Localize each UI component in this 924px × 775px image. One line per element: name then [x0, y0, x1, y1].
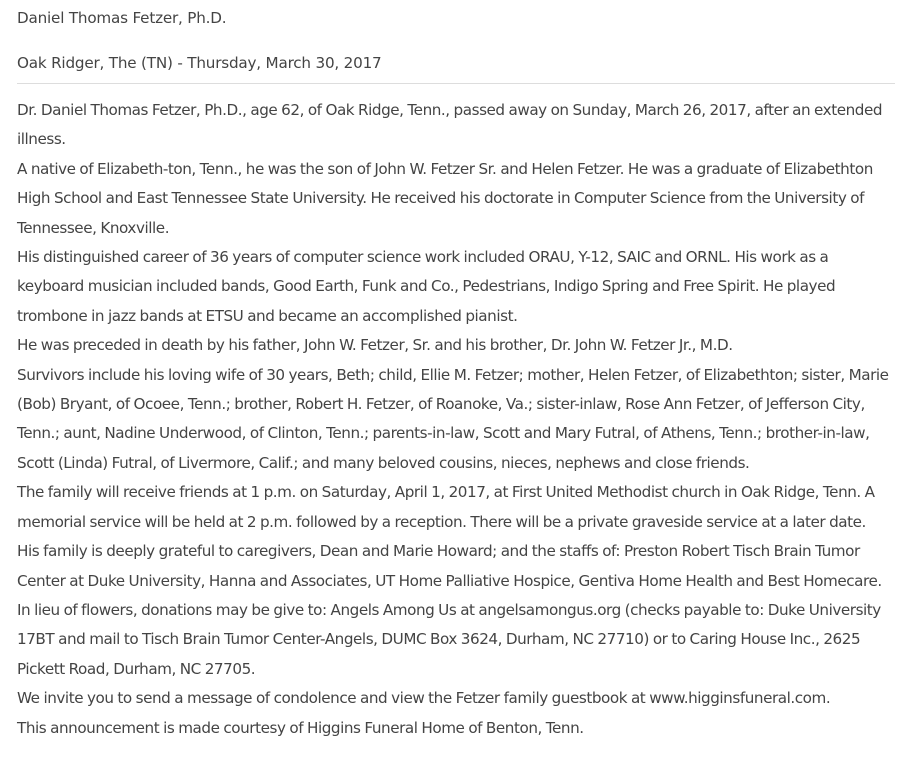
obituary-paragraph: This announcement is made courtesy of Higgins Funeral Home of Benton, Tenn.	[17, 718, 584, 737]
divider	[17, 83, 895, 84]
obituary-paragraph: He was preceded in death by his father, John W. Fetzer, Sr. and his brother, Dr. John W. Fetzer Jr., M.D.	[17, 336, 733, 355]
obituary-paragraph: A native of Elizabeth-ton, Tenn., he was the son of John W. Fetzer Sr. and Helen Fetzer. He was a graduate of Elizabethton High School and East Tennessee State University. He received his doctorate in Computer Science from the University of Tennessee, Knoxville.	[17, 159, 873, 237]
obituary-paragraph: His distinguished career of 36 years of computer science work included ORAU, Y-12, SAIC and ORNL. His work as a keyboard musician included bands, Good Earth, Funk and Co., Pedestrians, Indigo Spring and Free Spirit. He played trombone in jazz bands at ETSU and became an accomplished pianist.	[17, 248, 836, 325]
obituary-paragraph: Survivors include his loving wife of 30 years, Beth; child, Ellie M. Fetzer; mother, Helen Fetzer, of Elizabethton; sister, Marie (Bob) Bryant, of Ocoee, Tenn.; brother, Robert H. Fetzer, of Roanoke, Va.; sister-inlaw, Rose Ann Fetzer, of Jefferson City, Tenn.; aunt, Nadine Underwood, of Clinton, Tenn.; parents-in-law, Scott and Mary Futral, of Athens, Tenn.; brother-in-law, Scott (Linda) Futral, of Livermore, Calif.; and many beloved cousins, nieces, nephews and close friends.	[17, 365, 889, 472]
obituary-name: Daniel Thomas Fetzer, Ph.D.	[17, 9, 227, 27]
obituary-body	[17, 96, 899, 743]
obituary-paragraph: In lieu of flowers, donations may be give to: Angels Among Us at angelsamongus.org (checks payable to: Duke University 17BT and mail to Tisch Brain Tumor Center-Angels, DUMC Box 3624, Durham, NC 27710) or to Caring House Inc., 2625 Pickett Road, Durham, NC 27705.	[17, 600, 881, 678]
obituary-paragraph: The family will receive friends at 1 p.m. on Saturday, April 1, 2017, at First United Methodist church in Oak Ridge, Tenn. A memorial service will be held at 2 p.m. followed by a reception. There will be a private graveside service at a later date.	[17, 483, 875, 531]
obituary-paragraph: Dr. Daniel Thomas Fetzer, Ph.D., age 62, of Oak Ridge, Tenn., passed away on Sunday, March 26, 2017, after an extended illness.	[17, 101, 883, 149]
obituary-paragraph: His family is deeply grateful to caregivers, Dean and Marie Howard; and the staffs of: Preston Robert Tisch Brain Tumor Center at Duke University, Hanna and Associates, UT Home Palliative Hospice, Gentiva Home Health and Best Homecare.	[17, 542, 882, 590]
obituary-paragraph: We invite you to send a message of condolence and view the Fetzer family guestbook at www.higginsfuneral.com.	[17, 689, 831, 708]
publication-source-line: Oak Ridger, The (TN) - Thursday, March 30, 2017	[17, 54, 382, 72]
